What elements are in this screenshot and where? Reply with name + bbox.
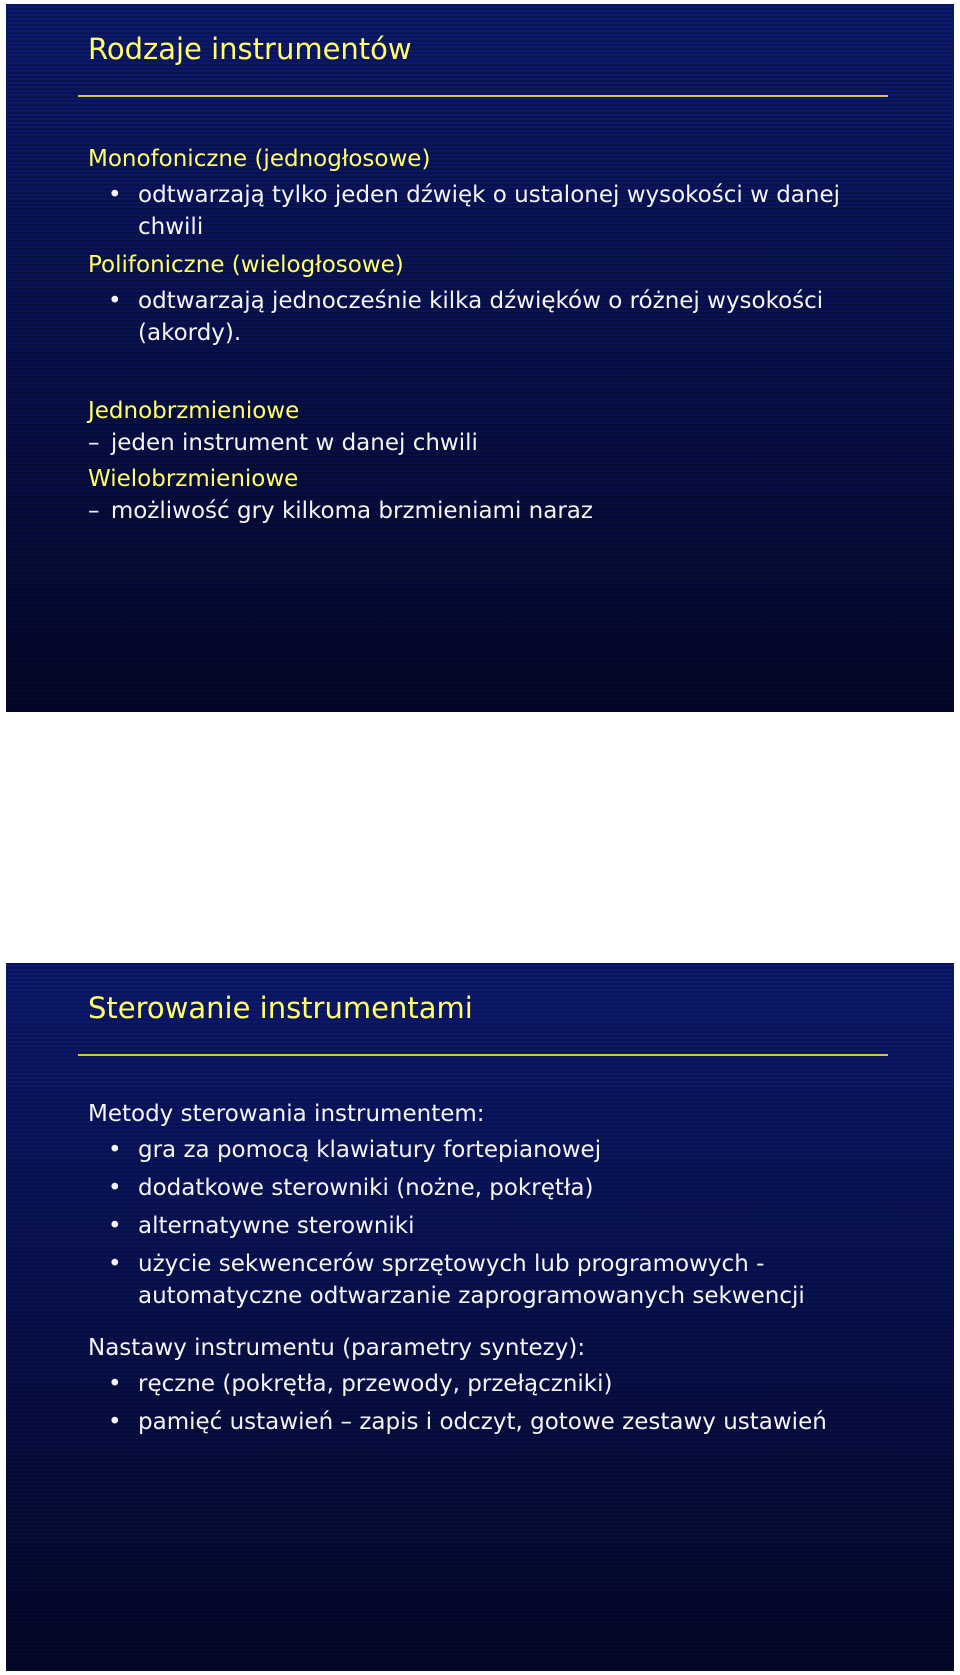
title-rule [78, 1054, 888, 1056]
control-methods-heading: Metody sterowania instrumentem: [88, 1101, 485, 1127]
list-item [88, 285, 888, 349]
dash-icon: – [88, 430, 100, 456]
bullet-icon: • [108, 1137, 122, 1163]
list-item [88, 179, 888, 243]
dash-icon: – [88, 498, 100, 524]
bullet-icon: • [108, 1175, 122, 1201]
slide-title: Sterowanie instrumentami [88, 991, 473, 1025]
bullet-icon: • [108, 1371, 122, 1397]
description-text: jeden instrument w danej chwili [110, 430, 478, 456]
bullet-icon: • [108, 182, 122, 208]
bullet-text: gra za pomocą klawiatury fortepianowej [138, 1137, 602, 1163]
monophonic-heading: Monofoniczne (jednogłosowe) [88, 146, 431, 172]
bullet-text: odtwarzają jednocześnie kilka dźwięków o różnej wysokości (akordy). [138, 288, 824, 346]
slide-sterowanie-instrumentami [6, 963, 954, 1671]
multi-timbre-heading: Wielobrzmieniowe [88, 466, 299, 492]
description-text: możliwość gry kilkoma brzmieniami naraz [110, 498, 593, 524]
list-item [88, 1368, 888, 1400]
polyphonic-heading: Polifoniczne (wielogłosowe) [88, 252, 404, 278]
list-item [88, 1406, 888, 1438]
monophonic-bullets [88, 179, 888, 243]
bullet-text: użycie sekwencerów sprzętowych lub programowych - automatyczne odtwarzanie zaprogramowanych sekwencji [138, 1251, 805, 1309]
single-timbre-description [88, 427, 888, 459]
bullet-text: alternatywne sterowniki [138, 1213, 415, 1239]
list-item [88, 1172, 888, 1204]
bullet-icon: • [108, 1251, 122, 1277]
list-item [88, 1134, 888, 1166]
bullet-text: dodatkowe sterowniki (nożne, pokrętła) [138, 1175, 594, 1201]
multi-timbre-description [88, 495, 888, 527]
settings-list [88, 1368, 888, 1438]
bullet-text: odtwarzają tylko jeden dźwięk o ustalonej wysokości w danej chwili [138, 182, 841, 240]
settings-heading: Nastawy instrumentu (parametry syntezy): [88, 1335, 586, 1361]
bullet-icon: • [108, 288, 122, 314]
title-rule [78, 95, 888, 97]
bullet-icon: • [108, 1409, 122, 1435]
slide-rodzaje-instrumentow [6, 4, 954, 712]
polyphonic-bullets [88, 285, 888, 349]
slide-content [88, 1098, 888, 1444]
single-timbre-heading: Jednobrzmieniowe [88, 398, 300, 424]
list-item [88, 1210, 888, 1242]
bullet-icon: • [108, 1213, 122, 1239]
bullet-text: pamięć ustawień – zapis i odczyt, gotowe zestawy ustawień [138, 1409, 827, 1435]
slide-content [88, 141, 888, 527]
slide-title: Rodzaje instrumentów [88, 32, 412, 66]
control-methods-list [88, 1134, 888, 1312]
list-item [88, 1248, 888, 1312]
bullet-text: ręczne (pokrętła, przewody, przełączniki) [138, 1371, 613, 1397]
